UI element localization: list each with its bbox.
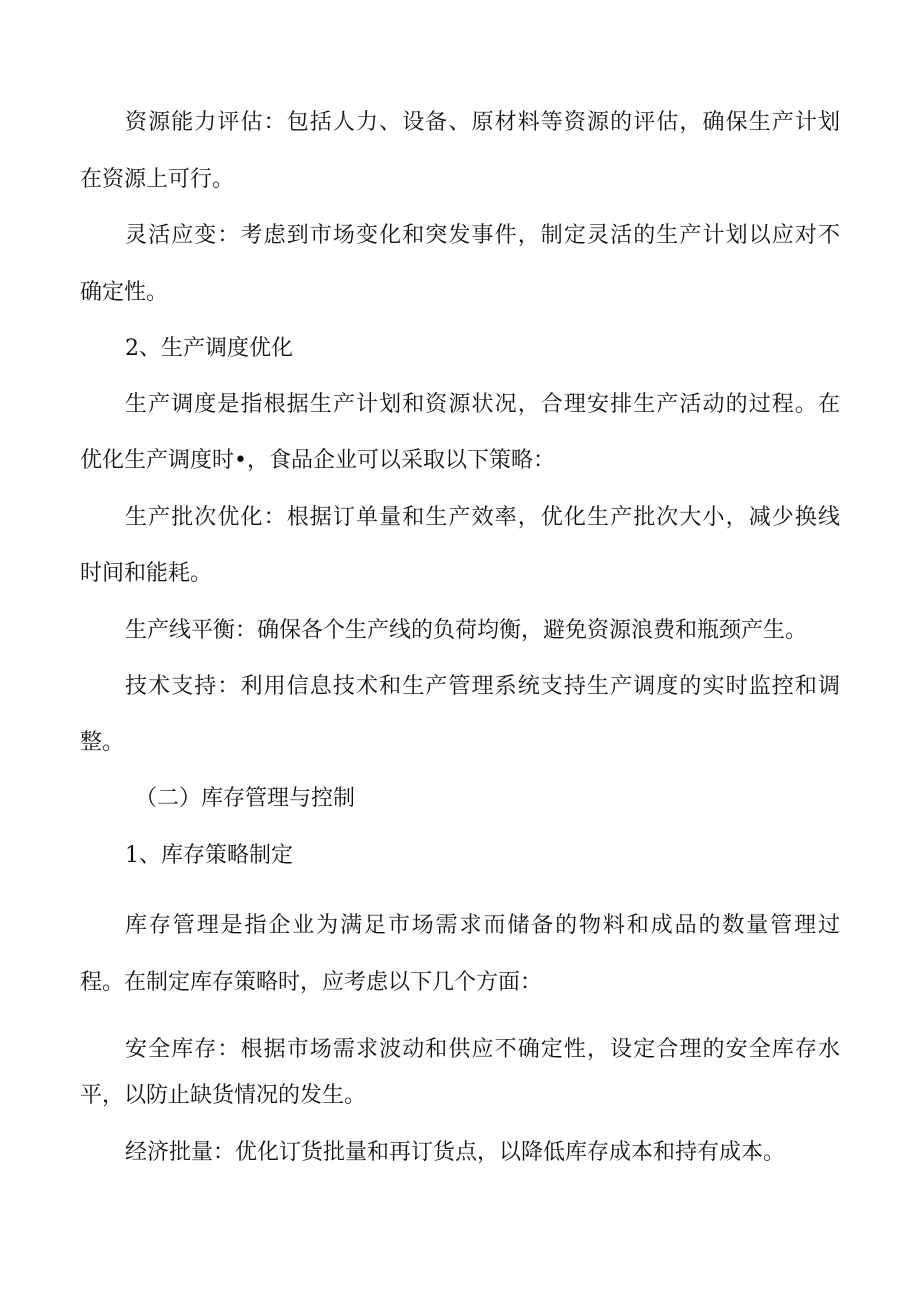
paragraph-inventory-definition-line1: 库存管理是指企业为满足市场需求而储备的物料和成品的数量管理过	[125, 913, 840, 938]
paragraph-safety-stock-line2: 平，以防止缺货情况的发生。	[80, 1083, 367, 1108]
heading-inventory-management: （二）库存管理与控制	[135, 786, 356, 811]
paragraph-resource-assessment-line1: 资源能力评估：包括人力、设备、原材料等资源的评估，确保生产计划	[125, 110, 840, 135]
paragraph-flexible-response-line2: 确定性。	[80, 280, 169, 305]
paragraph-inventory-definition-line2: 程。在制定库存策略时，应考虑以下几个方面：	[80, 970, 543, 995]
paragraph-technical-support-line2: 整。	[80, 730, 125, 755]
paragraph-scheduling-definition-line1: 生产调度是指根据生产计划和资源状况，合理安排生产活动的过程。在	[125, 392, 840, 417]
paragraph-line-balancing: 生产线平衡：确保各个生产线的负荷均衡，避免资源浪费和瓶颈产生。	[125, 618, 808, 643]
paragraph-economic-batch: 经济批量：优化订货批量和再订货点，以降低库存成本和持有成本。	[125, 1140, 786, 1165]
paragraph-scheduling-definition-line2: 优化生产调度时•，食品企业可以采取以下策略：	[80, 448, 555, 473]
heading-scheduling-optimization: 2、生产调度优化	[125, 336, 293, 361]
heading-inventory-strategy: 1、库存策略制定	[125, 843, 293, 868]
paragraph-safety-stock-line1: 安全库存：根据市场需求波动和供应不确定性，设定合理的安全库存水	[125, 1037, 840, 1062]
paragraph-resource-assessment-line2: 在资源上可行。	[80, 167, 235, 192]
paragraph-batch-optimization-line1: 生产批次优化：根据订单量和生产效率，优化生产批次大小，减少换线	[125, 505, 840, 530]
paragraph-flexible-response-line1: 灵活应变：考虑到市场变化和突发事件，制定灵活的生产计划以应对不	[125, 223, 840, 248]
paragraph-technical-support-line1: 技术支持：利用信息技术和生产管理系统支持生产调度的实时监控和调	[125, 674, 840, 699]
paragraph-batch-optimization-line2: 时间和能耗。	[80, 561, 213, 586]
